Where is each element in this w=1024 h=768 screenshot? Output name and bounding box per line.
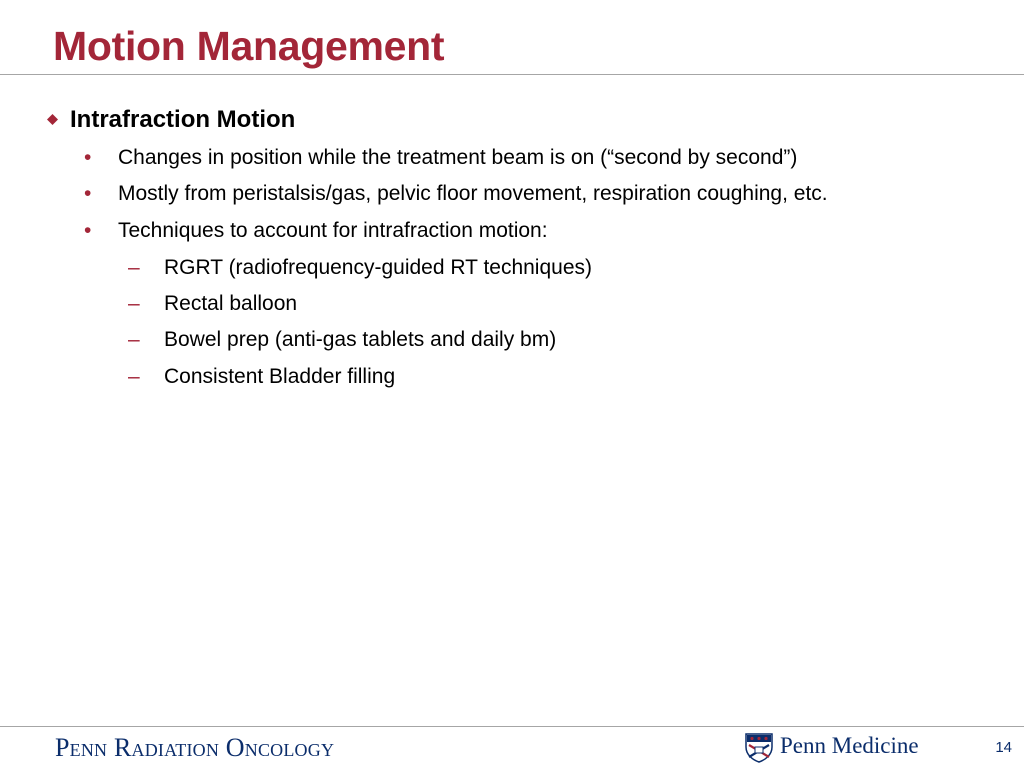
dash-marker: – <box>128 365 140 388</box>
dash-marker: – <box>128 328 140 351</box>
footer-department-name: Penn Radiation Oncology <box>55 733 335 762</box>
bullet-dot: • <box>84 219 92 242</box>
technique-item: RGRT (radiofrequency-guided RT techniques) <box>164 256 593 279</box>
main-bullet: Intrafraction Motion <box>70 106 296 133</box>
technique-item: Rectal balloon <box>164 292 298 315</box>
penn-shield-icon <box>745 733 773 763</box>
sub-bullet: Mostly from peristalsis/gas, pelvic floor movement, respiration coughing, etc. <box>118 182 828 205</box>
technique-item: Bowel prep (anti-gas tablets and daily bm) <box>164 328 557 351</box>
bullet-dot: • <box>84 182 92 205</box>
title-divider <box>0 74 1024 75</box>
dash-marker: – <box>128 292 140 315</box>
sub-bullet: Techniques to account for intrafraction motion: <box>118 219 548 242</box>
dash-marker: – <box>128 256 140 279</box>
slide-title: Motion Management <box>53 23 445 69</box>
bullet-dot: • <box>84 146 92 169</box>
page-number: 14 <box>995 739 1012 756</box>
technique-item: Consistent Bladder filling <box>164 365 396 388</box>
diamond-bullet-icon <box>47 114 58 125</box>
penn-medicine-logo-text: Penn Medicine <box>780 733 919 758</box>
sub-bullet: Changes in position while the treatment beam is on (“second by second”) <box>118 146 798 169</box>
footer-divider <box>0 726 1024 727</box>
